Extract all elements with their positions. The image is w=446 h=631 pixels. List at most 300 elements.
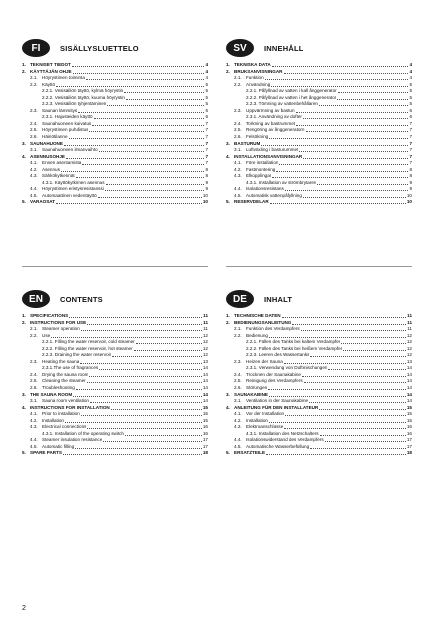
toc-entry-page: 16 bbox=[202, 430, 208, 436]
toc-entry bbox=[226, 199, 412, 206]
toc-entry-page: 4 bbox=[205, 62, 208, 67]
toc-entry-number: 2.2. bbox=[234, 332, 242, 338]
toc-entry-title: 2.2.3. Tömning av vattenbehållaren bbox=[246, 101, 318, 107]
toc-entry-title: Saunahuoneen kuivatus bbox=[42, 120, 92, 126]
toc-leader-dots bbox=[87, 382, 202, 383]
toc-entry-number: 2.6. bbox=[30, 134, 38, 140]
toc-leader-dots bbox=[89, 376, 201, 377]
toc-entry-number: 1. bbox=[22, 313, 26, 318]
toc-entry-title: Bedienung bbox=[246, 332, 268, 338]
toc-entry-page: 7 bbox=[205, 153, 208, 159]
toc-entry-title: TEKNISKA DATA bbox=[234, 62, 271, 67]
toc-entry-page: 5 bbox=[205, 88, 208, 94]
toc-leader-dots bbox=[284, 428, 406, 429]
toc-entry-page: 7 bbox=[205, 140, 208, 146]
toc-leader-dots bbox=[292, 324, 406, 325]
toc-entry-number: 3.1. bbox=[30, 147, 38, 153]
toc-entry-page: 14 bbox=[406, 378, 412, 384]
toc-entry-number: 3.1. bbox=[234, 398, 242, 404]
toc-entry-page: 13 bbox=[202, 358, 208, 364]
toc-leader-dots bbox=[81, 330, 202, 331]
toc-entry-title: Troubleshooting bbox=[42, 385, 75, 391]
toc-entry-title: Heizen der Sauna bbox=[246, 358, 283, 364]
toc-entry-page: 7 bbox=[205, 147, 208, 153]
toc-entry-page: 5 bbox=[205, 81, 208, 87]
toc-entry-page: 7 bbox=[205, 134, 208, 140]
toc-section-sv bbox=[226, 38, 412, 206]
toc-entry bbox=[22, 450, 208, 457]
toc-leader-dots bbox=[279, 164, 408, 165]
toc-leader-dots bbox=[301, 330, 407, 331]
toc-leader-dots bbox=[319, 409, 406, 410]
toc-leader-dots bbox=[272, 66, 409, 67]
toc-leader-dots bbox=[265, 79, 409, 80]
toc-entry-title: Asennus bbox=[42, 166, 60, 172]
toc-entry-number: 2. bbox=[22, 319, 26, 325]
toc-entry-title: 4.3.1. Installation des Netzschalters bbox=[246, 430, 319, 436]
toc-entry-page: 12 bbox=[202, 352, 208, 358]
toc-leader-dots bbox=[269, 138, 408, 139]
toc-leader-dots bbox=[125, 435, 202, 436]
toc-entry-title: 2.2.2. Påfyllnad av vatten i het ånggenerator bbox=[246, 94, 337, 100]
toc-entry-page: 12 bbox=[202, 332, 208, 338]
toc-leader-dots bbox=[317, 184, 408, 185]
toc-leader-dots bbox=[328, 369, 405, 370]
toc-entry-number: 2.1. bbox=[30, 326, 38, 332]
toc-entry-page: 9 bbox=[205, 179, 208, 185]
toc-entry-number: 4.5. bbox=[30, 443, 38, 449]
toc-entry-page: 12 bbox=[202, 339, 208, 345]
toc-entry-page: 14 bbox=[406, 365, 412, 371]
toc-entry-number: 4. bbox=[22, 153, 26, 159]
toc-leader-dots bbox=[111, 409, 202, 410]
toc-entry-title: Prior to installation bbox=[42, 411, 80, 417]
toc-entry-title: Rengöring av ånggeneratorn bbox=[246, 127, 305, 133]
toc-entry-page: 4 bbox=[205, 75, 208, 81]
toc-entry-page: 5 bbox=[205, 101, 208, 107]
toc-entry-title: ASENNUSOHJE bbox=[30, 153, 65, 159]
toc-entry-page: 15 bbox=[202, 404, 208, 410]
toc-entry-title: 2.2.2. Füllen des Tanks bei heißem Verdampfer bbox=[246, 345, 343, 351]
section-title: INHALT bbox=[264, 294, 293, 304]
toc-leader-dots bbox=[92, 125, 204, 126]
toc-entry-title: Fastmontering bbox=[246, 166, 276, 172]
toc-entry-title: BASTURUM bbox=[234, 140, 261, 146]
toc-entry-title: INSTRUCTIONS FOR INSTALLATION bbox=[30, 404, 110, 410]
toc-entry-title: Funktion bbox=[246, 75, 264, 81]
toc-entry-title: Höyrystimen puhdistus bbox=[42, 127, 89, 133]
section-divider bbox=[226, 266, 412, 267]
toc-leader-dots bbox=[310, 448, 406, 449]
toc-entry-number: 2.4. bbox=[30, 371, 38, 377]
toc-leader-dots bbox=[296, 125, 408, 126]
toc-entry-page: 5 bbox=[409, 94, 412, 100]
toc-entry-title: Reinigung des Verdampfers bbox=[246, 378, 303, 384]
toc-entry-title: 2.2.1. Filling the water reservoir, cold steamer bbox=[42, 339, 135, 345]
toc-entry-page: 15 bbox=[406, 417, 412, 423]
toc-entry-page: 4 bbox=[205, 68, 208, 74]
toc-leader-dots bbox=[325, 441, 406, 442]
toc-leader-dots bbox=[86, 79, 205, 80]
section-title: SISÄLLYSLUETTELO bbox=[60, 43, 139, 53]
toc-entry-page: 7 bbox=[409, 134, 412, 140]
toc-entry-page: 6 bbox=[409, 107, 412, 113]
toc-entry-page: 7 bbox=[205, 127, 208, 133]
toc-entry-page: 12 bbox=[202, 345, 208, 351]
toc-entry-page: 17 bbox=[202, 443, 208, 449]
toc-entry bbox=[22, 199, 208, 206]
toc-entry-title: Saunan lämmitys bbox=[42, 107, 78, 113]
section-title: CONTENTS bbox=[60, 294, 103, 304]
section-header bbox=[226, 289, 412, 309]
toc-entry-page: 16 bbox=[406, 424, 412, 430]
toc-leader-dots bbox=[90, 402, 202, 403]
toc-entry-page: 17 bbox=[406, 437, 412, 443]
toc-leader-dots bbox=[112, 356, 202, 357]
toc-entry-number: 4.2. bbox=[234, 417, 242, 423]
toc-leader-dots bbox=[285, 415, 406, 416]
toc-entry-title: Funktion des Verdampfers bbox=[246, 326, 300, 332]
toc-entry-number: 4.3. bbox=[30, 173, 38, 179]
toc-leader-dots bbox=[276, 171, 408, 172]
toc-leader-dots bbox=[66, 158, 204, 159]
toc-entry-title: Häiriötilanne bbox=[42, 134, 68, 140]
toc-leader-dots bbox=[269, 422, 406, 423]
toc-entry-number: 4.3. bbox=[30, 424, 38, 430]
toc-entry-number: 4.3. bbox=[234, 173, 242, 179]
toc-entry-title: KÄYTTÄJÄN OHJE bbox=[30, 68, 72, 74]
toc-entry-title: Steamer insulation resistance bbox=[42, 437, 103, 443]
toc-entry-page: 6 bbox=[409, 114, 412, 120]
toc-leader-dots bbox=[80, 363, 202, 364]
toc-entry-number: 5. bbox=[226, 450, 230, 456]
toc-entry-title: 2.2.2. Filling the water reservoir, hot steamer bbox=[42, 345, 133, 351]
toc-entry-page: 14 bbox=[406, 371, 412, 377]
toc-entry-number: 3. bbox=[22, 391, 26, 397]
toc-leader-dots bbox=[136, 343, 202, 344]
toc-entry-number: 3.1. bbox=[234, 147, 242, 153]
toc-entry-title: Ennen asentamista bbox=[42, 160, 82, 166]
toc-entry-number: 2.6. bbox=[234, 134, 242, 140]
toc-entry-title: 2.2.3. Leeren des Wassertanks bbox=[246, 352, 310, 358]
toc-entry-title: Trocknen der Saunakabine bbox=[246, 371, 301, 377]
toc-entry-number: 5. bbox=[226, 199, 230, 205]
toc-leader-dots bbox=[320, 435, 406, 436]
toc-entry-number: 2.1. bbox=[234, 75, 242, 81]
toc-entry-page: 7 bbox=[409, 127, 412, 133]
toc-entry-page: 10 bbox=[406, 199, 412, 205]
toc-entry-title: 2.3.1. Användning av dofter bbox=[246, 114, 302, 120]
toc-section-de bbox=[226, 289, 412, 457]
toc-entry-title: 2.2.3. Draining the water reservoir bbox=[42, 352, 112, 358]
toc-entry-title: Drying the sauna room bbox=[42, 371, 89, 377]
toc-entry-page: 5 bbox=[409, 88, 412, 94]
toc-leader-dots bbox=[343, 350, 406, 351]
toc-entry-number: 2.3. bbox=[30, 107, 38, 113]
toc-entry-page: 5 bbox=[409, 81, 412, 87]
toc-entry-title: 2.2.1. Vesisäiliön täyttö, kylmä höyrystin bbox=[42, 88, 124, 94]
toc-entry-title: Höyrystimen toiminta bbox=[42, 75, 85, 81]
toc-entry-title: Torkning av bastrummet bbox=[246, 120, 296, 126]
toc-entry-number: 3.1. bbox=[30, 398, 38, 404]
toc-list bbox=[22, 62, 208, 206]
toc-entry-number: 4.1. bbox=[234, 160, 242, 166]
toc-leader-dots bbox=[272, 177, 408, 178]
toc-leader-dots bbox=[337, 99, 408, 100]
toc-entry-page: 14 bbox=[202, 371, 208, 377]
toc-leader-dots bbox=[282, 317, 407, 318]
toc-entry-number: 2.3. bbox=[234, 107, 242, 113]
toc-entry-page: 9 bbox=[205, 186, 208, 192]
toc-leader-dots bbox=[56, 203, 202, 204]
toc-entry-page: 10 bbox=[202, 199, 208, 205]
toc-entry-title: Före installation bbox=[246, 160, 279, 166]
toc-entry-page: 16 bbox=[406, 430, 412, 436]
toc-entry-title: Felsökning bbox=[246, 134, 269, 140]
toc-leader-dots bbox=[299, 151, 408, 152]
toc-entry-page: 8 bbox=[409, 166, 412, 172]
toc-entry-page: 12 bbox=[406, 352, 412, 358]
toc-entry-page: 12 bbox=[406, 339, 412, 345]
toc-entry-number: 2.2. bbox=[30, 332, 38, 338]
toc-entry-page: 11 bbox=[203, 326, 208, 332]
toc-entry-title: TEKNISET TIEDOT bbox=[30, 62, 71, 67]
language-badge-sv: SV bbox=[226, 39, 254, 57]
toc-entry-title: Electrical connections bbox=[42, 424, 87, 430]
toc-entry-title: SAUNAKABINE bbox=[234, 391, 268, 397]
toc-entry-title: Heating the sauna bbox=[42, 358, 80, 364]
toc-entry-title: Luftväxling i basturummet bbox=[246, 147, 299, 153]
toc-entry-number: 4. bbox=[226, 153, 230, 159]
toc-entry-page: 5 bbox=[205, 94, 208, 100]
toc-leader-dots bbox=[296, 112, 409, 113]
toc-leader-dots bbox=[63, 454, 202, 455]
toc-leader-dots bbox=[76, 177, 205, 178]
toc-entry-title: Sauna room ventilation bbox=[42, 398, 89, 404]
toc-entry-number: 1. bbox=[226, 313, 230, 318]
toc-entry-number: 4.5. bbox=[30, 192, 38, 198]
toc-entry-number: 4.4. bbox=[234, 186, 242, 192]
toc-entry-page: 4 bbox=[409, 68, 412, 74]
toc-leader-dots bbox=[268, 389, 406, 390]
toc-leader-dots bbox=[107, 105, 204, 106]
toc-entry-page: 12 bbox=[406, 345, 412, 351]
toc-leader-dots bbox=[310, 356, 405, 357]
toc-entry-page: 11 bbox=[407, 319, 412, 325]
toc-entry-number: 4.2. bbox=[234, 166, 242, 172]
toc-entry-page: 16 bbox=[202, 424, 208, 430]
toc-leader-dots bbox=[105, 190, 205, 191]
toc-leader-dots bbox=[303, 158, 408, 159]
toc-leader-dots bbox=[73, 396, 202, 397]
toc-leader-dots bbox=[73, 73, 205, 74]
toc-leader-dots bbox=[134, 350, 202, 351]
toc-leader-dots bbox=[61, 171, 205, 172]
toc-leader-dots bbox=[284, 363, 406, 364]
toc-entry-page: 18 bbox=[202, 450, 208, 456]
toc-entry-page: 7 bbox=[409, 153, 412, 159]
toc-entry-title: Sähkökytkennät bbox=[42, 173, 75, 179]
toc-entry-page: 17 bbox=[202, 437, 208, 443]
toc-leader-dots bbox=[271, 86, 408, 87]
toc-leader-dots bbox=[69, 317, 202, 318]
toc-entry-number: 3. bbox=[226, 140, 230, 146]
toc-entry-title: Installation bbox=[246, 417, 268, 423]
toc-entry-page: 8 bbox=[205, 166, 208, 172]
toc-leader-dots bbox=[51, 337, 202, 338]
toc-entry-number: 2.4. bbox=[234, 371, 242, 377]
toc-entry-title: SPARE PARTS bbox=[30, 450, 62, 456]
toc-entry-title: INSTRUCTIONS FOR USE bbox=[30, 319, 87, 325]
toc-entry-number: 4. bbox=[226, 404, 230, 410]
toc-entry-page: 7 bbox=[409, 140, 412, 146]
toc-entry-page: 6 bbox=[205, 114, 208, 120]
toc-leader-dots bbox=[303, 197, 406, 198]
toc-entry-page: 4 bbox=[409, 75, 412, 81]
toc-entry-number: 2.5. bbox=[30, 378, 38, 384]
toc-entry-title: SPECIFICATIONS bbox=[30, 313, 69, 318]
toc-entry-number: 2.1. bbox=[234, 326, 242, 332]
toc-entry-page: 18 bbox=[406, 450, 412, 456]
toc-entry-title: BEDIENUNGSANLEITUNG bbox=[234, 319, 292, 325]
toc-entry-page: 14 bbox=[202, 391, 208, 397]
toc-entry-number: 2.1. bbox=[30, 75, 38, 81]
toc-leader-dots bbox=[126, 99, 204, 100]
section-header bbox=[22, 289, 208, 309]
toc-entry-page: 8 bbox=[205, 173, 208, 179]
toc-entry-page: 7 bbox=[409, 120, 412, 126]
toc-entry-number: 4.4. bbox=[30, 437, 38, 443]
toc-entry-number: 2.2. bbox=[234, 81, 242, 87]
page-number: 2 bbox=[22, 605, 26, 612]
toc-entry-number: 1. bbox=[22, 62, 26, 67]
toc-entry-title: TECHNISCHE DATEN bbox=[234, 313, 281, 318]
toc-leader-dots bbox=[284, 73, 409, 74]
toc-entry-number: 4. bbox=[22, 404, 26, 410]
toc-entry-title: 2.3.1. Hajusteiden käyttö bbox=[42, 114, 93, 120]
toc-entry-title: Användning bbox=[246, 81, 271, 87]
section-header bbox=[226, 38, 412, 58]
toc-entry-title: ERSATZTEILE bbox=[234, 450, 266, 456]
toc-leader-dots bbox=[64, 145, 205, 146]
toc-entry-title: Ventilation in der Saunakabine bbox=[246, 398, 309, 404]
toc-entry bbox=[226, 450, 412, 457]
toc-leader-dots bbox=[309, 402, 406, 403]
toc-entry-page: 9 bbox=[409, 186, 412, 192]
toc-entry-number: 4.5. bbox=[234, 443, 242, 449]
language-badge-de: DE bbox=[226, 290, 254, 308]
toc-entry-page: 12 bbox=[406, 332, 412, 338]
toc-leader-dots bbox=[75, 448, 202, 449]
toc-entry-number: 2.3. bbox=[30, 358, 38, 364]
toc-entry-title: Höyrystimen eristysresistanssi bbox=[42, 186, 104, 192]
toc-leader-dots bbox=[266, 454, 406, 455]
section-divider bbox=[22, 266, 208, 267]
toc-entry-page: 11 bbox=[203, 319, 208, 325]
toc-entry-title: Vor der Installation bbox=[246, 411, 285, 417]
toc-leader-dots bbox=[89, 131, 204, 132]
toc-entry-title: Cleaning the steamer bbox=[42, 378, 86, 384]
toc-entry-page: 4 bbox=[409, 62, 412, 67]
toc-entry-number: 4.1. bbox=[30, 160, 38, 166]
toc-leader-dots bbox=[99, 369, 202, 370]
toc-section-en bbox=[22, 289, 208, 457]
toc-entry-number: 2. bbox=[22, 68, 26, 74]
toc-entry-page: 14 bbox=[202, 365, 208, 371]
toc-leader-dots bbox=[94, 118, 205, 119]
toc-entry-title: SAUNAHUONE bbox=[30, 140, 63, 146]
toc-section-fi bbox=[22, 38, 208, 206]
toc-entry-number: 4.2. bbox=[30, 417, 38, 423]
toc-entry-page: 8 bbox=[409, 173, 412, 179]
toc-leader-dots bbox=[99, 151, 205, 152]
toc-entry-number: 4.2. bbox=[30, 166, 38, 172]
toc-entry-number: 3. bbox=[22, 140, 26, 146]
toc-leader-dots bbox=[72, 66, 205, 67]
toc-entry-page: 10 bbox=[406, 192, 412, 198]
toc-list bbox=[22, 313, 208, 457]
toc-leader-dots bbox=[87, 324, 202, 325]
toc-leader-dots bbox=[78, 112, 204, 113]
toc-leader-dots bbox=[269, 396, 406, 397]
toc-entry-title: Elektroanschlüsse bbox=[246, 424, 284, 430]
toc-entry-title: Automaattinen vedentäyttö bbox=[42, 192, 97, 198]
toc-entry-number: 4.4. bbox=[30, 186, 38, 192]
toc-entry-number: 2.6. bbox=[30, 385, 38, 391]
toc-entry-number: 2.3. bbox=[234, 358, 242, 364]
language-badge-fi: FI bbox=[22, 39, 50, 57]
toc-entry-title: Automatic filling bbox=[42, 443, 75, 449]
toc-entry-number: 2.5. bbox=[30, 127, 38, 133]
toc-entry-title: Isolationswiderstand des Verdampfers bbox=[246, 437, 324, 443]
toc-entry-title: 4.3.1. Installation of the operating switch bbox=[42, 430, 124, 436]
toc-entry-title: Störungen bbox=[246, 385, 268, 391]
toc-entry-page: 11 bbox=[407, 326, 412, 332]
toc-entry-title: 4.3.1. Installation av strömbrytaren bbox=[246, 179, 317, 185]
toc-entry-page: 17 bbox=[406, 443, 412, 449]
toc-leader-dots bbox=[103, 441, 202, 442]
toc-entry-page: 11 bbox=[407, 313, 412, 318]
toc-leader-dots bbox=[261, 145, 408, 146]
toc-entry-title: Uppvärmning av bastun bbox=[246, 107, 295, 113]
toc-leader-dots bbox=[319, 105, 409, 106]
toc-entry-title: Use bbox=[42, 332, 51, 338]
toc-list bbox=[226, 62, 412, 206]
toc-entry-page: 5 bbox=[409, 101, 412, 107]
toc-entry-page: 6 bbox=[205, 107, 208, 113]
toc-entry-page: 7 bbox=[205, 160, 208, 166]
toc-entry-title: ANLEITUNG FÜR DEN INSTALLATEUR bbox=[234, 404, 319, 410]
toc-entry-page: 7 bbox=[205, 120, 208, 126]
toc-entry-title: BRUKSANVISNINGAR bbox=[234, 68, 283, 74]
section-title: INNEHÅLL bbox=[264, 43, 304, 53]
toc-entry-title: 2.2.3. Vesisäiliön tyhjentäminen bbox=[42, 101, 107, 107]
toc-leader-dots bbox=[82, 164, 204, 165]
toc-entry-page: 13 bbox=[406, 358, 412, 364]
toc-entry-page: 11 bbox=[203, 313, 208, 318]
toc-leader-dots bbox=[106, 184, 205, 185]
toc-entry-page: 15 bbox=[202, 417, 208, 423]
toc-leader-dots bbox=[76, 389, 202, 390]
toc-leader-dots bbox=[306, 131, 409, 132]
toc-entry-number: 2.6. bbox=[234, 385, 242, 391]
toc-entry-page: 7 bbox=[409, 147, 412, 153]
toc-entry-title: Saunahuoneen ilmanvaihto bbox=[42, 147, 98, 153]
toc-entry-title: 2.2.1. Påfyllnad av vatten i kall ånggenerator bbox=[246, 88, 337, 94]
toc-entry-number: 2. bbox=[226, 319, 230, 325]
toc-leader-dots bbox=[81, 415, 202, 416]
toc-entry-page: 10 bbox=[202, 192, 208, 198]
